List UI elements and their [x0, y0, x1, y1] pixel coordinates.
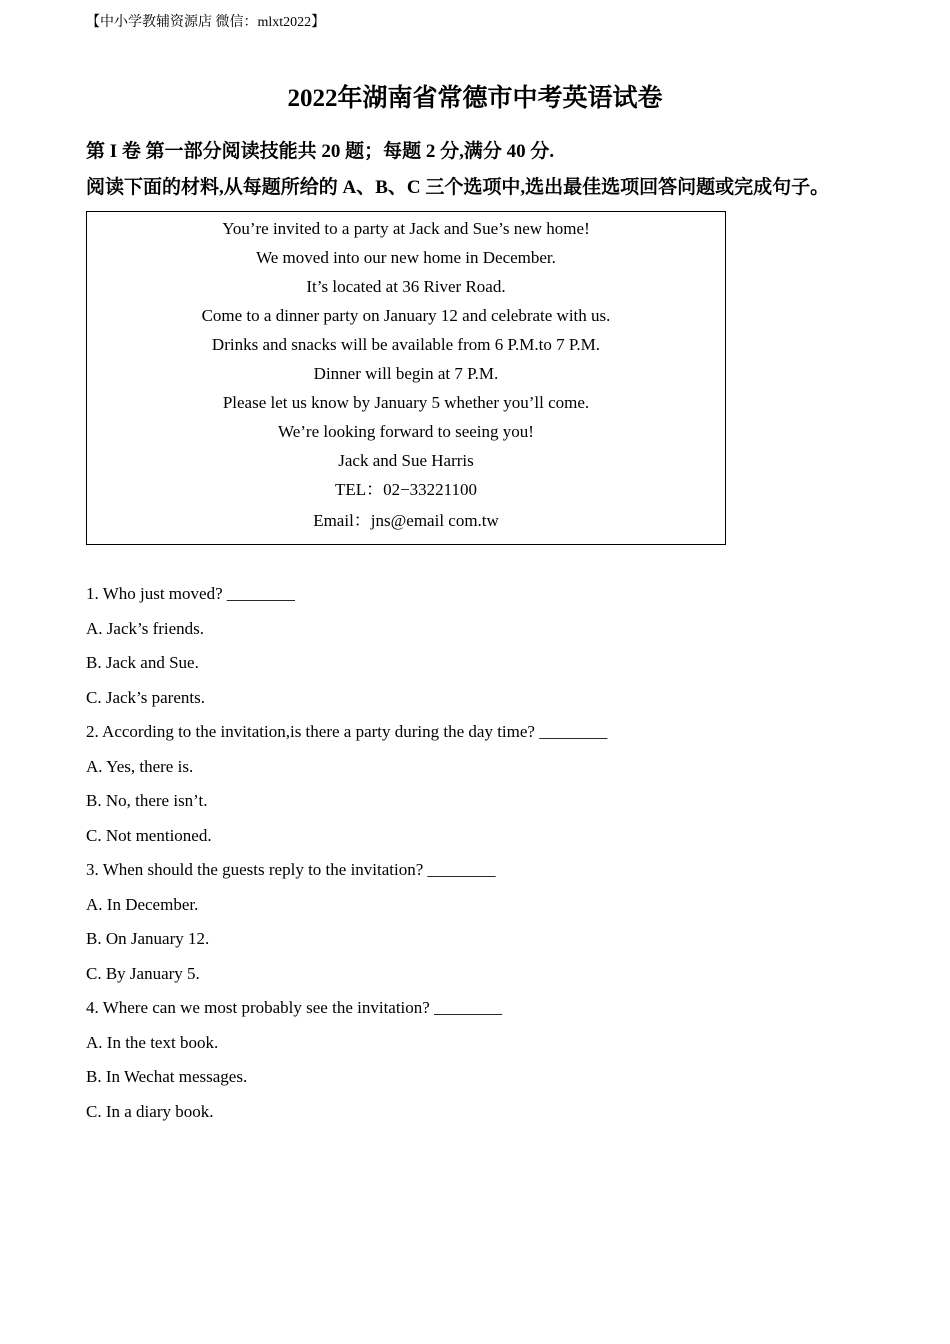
question-4-option-b: B. In Wechat messages. — [86, 1067, 248, 1086]
passage-line: Dinner will begin at 7 P.M. — [313, 364, 499, 383]
reading-instruction: 阅读下面的材料,从每题所给的 A、B、C 三个选项中,选出最佳选项回答问题或完成句子。 — [86, 177, 830, 198]
header-note: 【中小学教辅资源店 微信：mlxt2022】 — [86, 15, 326, 30]
passage-email: Email：jns@email com.tw — [313, 511, 499, 530]
section-heading: 第 I 卷 第一部分阅读技能共 20 题；每题 2 分,满分 40 分. — [86, 141, 555, 162]
question-2-option-b: B. No, there isn’t. — [86, 791, 208, 810]
passage-signature: Jack and Sue Harris — [338, 451, 474, 470]
passage-line: It’s located at 36 River Road. — [306, 277, 506, 296]
question-2-option-a: A. Yes, there is. — [86, 757, 194, 776]
question-3-option-a: A. In December. — [86, 895, 199, 914]
question-1-option-c: C. Jack’s parents. — [86, 688, 205, 707]
question-1-option-b: B. Jack and Sue. — [86, 653, 199, 672]
passage-phone: TEL：02−33221100 — [334, 480, 478, 499]
question-2-option-c: C. Not mentioned. — [86, 826, 212, 845]
question-3-stem: 3. When should the guests reply to the invitation? ________ — [86, 860, 496, 879]
passage-line: Come to a dinner party on January 12 and celebrate with us. — [201, 306, 611, 325]
passage-line: Please let us know by January 5 whether you’ll come. — [222, 393, 590, 412]
question-3-option-b: B. On January 12. — [86, 929, 210, 948]
question-2-stem: 2. According to the invitation,is there a party during the day time? ________ — [86, 722, 608, 741]
passage-line: We’re looking forward to seeing you! — [278, 422, 534, 441]
question-3-option-c: C. By January 5. — [86, 964, 200, 983]
invitation-passage-box — [86, 211, 726, 545]
passage-line: You’re invited to a party at Jack and Sue’s new home! — [222, 219, 590, 238]
question-4-stem: 4. Where can we most probably see the invitation? ________ — [86, 998, 503, 1017]
question-1-option-a: A. Jack’s friends. — [86, 619, 205, 638]
question-4-option-a: A. In the text book. — [86, 1033, 219, 1052]
question-1-stem: 1. Who just moved? ________ — [86, 584, 295, 603]
question-4-option-c: C. In a diary book. — [86, 1102, 214, 1121]
passage-line: Drinks and snacks will be available from 6 P.M.to 7 P.M. — [211, 335, 601, 354]
passage-line: We moved into our new home in December. — [256, 248, 556, 267]
page-title: 2022年湖南省常德市中考英语试卷 — [287, 85, 663, 112]
